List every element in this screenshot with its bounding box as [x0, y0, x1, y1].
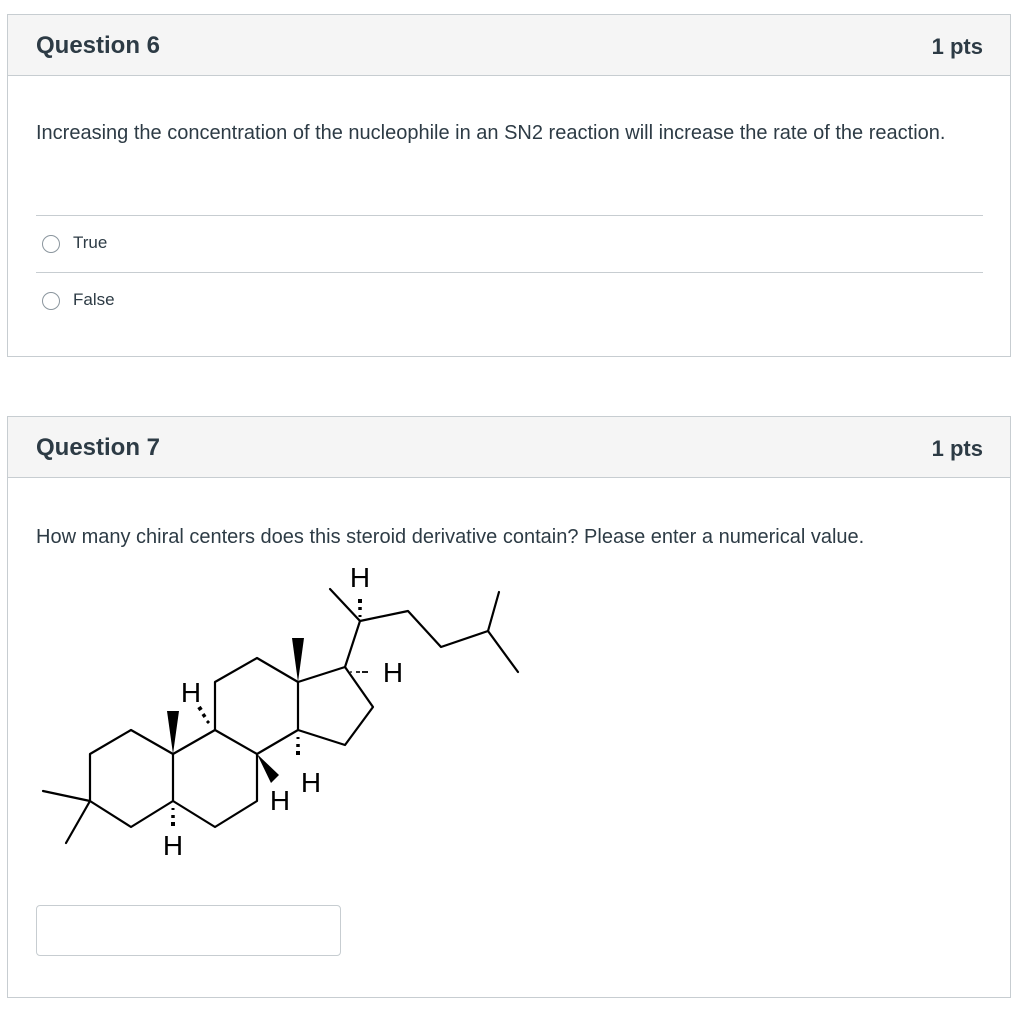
- question-points: 1 pts: [931, 34, 983, 59]
- question-text: How many chiral centers does this steroid derivative contain? Please enter a numerical value.: [36, 526, 865, 548]
- answer-option-false[interactable]: [36, 272, 983, 329]
- wedge-bond: [257, 754, 279, 783]
- question-text: Increasing the concentration of the nucleophile in an SN2 reaction will increase the rate of the reaction.: [36, 122, 946, 144]
- question-title: Question 6: [36, 32, 161, 59]
- radio-button-true[interactable]: [42, 235, 60, 253]
- hydrogen-label: H: [162, 830, 184, 861]
- answer-label-false[interactable]: False: [73, 290, 115, 309]
- steroid-structure-image: [36, 557, 536, 877]
- wedge-bond: [292, 638, 304, 682]
- ring-c-bonds: [215, 658, 298, 754]
- answer-option-true[interactable]: [36, 215, 983, 272]
- question-7-card: [7, 416, 1011, 998]
- methyl-bond: [66, 801, 90, 843]
- question-header: [8, 15, 1010, 76]
- ring-b-bonds: [173, 730, 257, 827]
- answer-label-true[interactable]: True: [73, 233, 108, 252]
- hydrogen-label: H: [269, 785, 291, 816]
- side-chain-bond: [488, 592, 499, 631]
- question-points: 1 pts: [931, 436, 983, 461]
- radio-button-false[interactable]: [42, 292, 60, 310]
- hydrogen-label: H: [180, 677, 202, 708]
- side-chain-methyl-bond: [330, 589, 360, 621]
- methyl-bond: [43, 791, 90, 801]
- question-6-card: [7, 14, 1011, 357]
- question-title: Question 7: [36, 434, 161, 461]
- wedge-bond: [167, 711, 179, 754]
- answer-list: [36, 215, 983, 329]
- hydrogen-label: H: [349, 562, 371, 593]
- numeric-answer-input[interactable]: [36, 905, 341, 956]
- ring-d-bonds: [298, 667, 373, 745]
- hydrogen-label: H: [382, 657, 404, 688]
- ring-a-bonds: [90, 730, 173, 827]
- hydrogen-label: H: [300, 767, 322, 798]
- question-header: [8, 417, 1010, 478]
